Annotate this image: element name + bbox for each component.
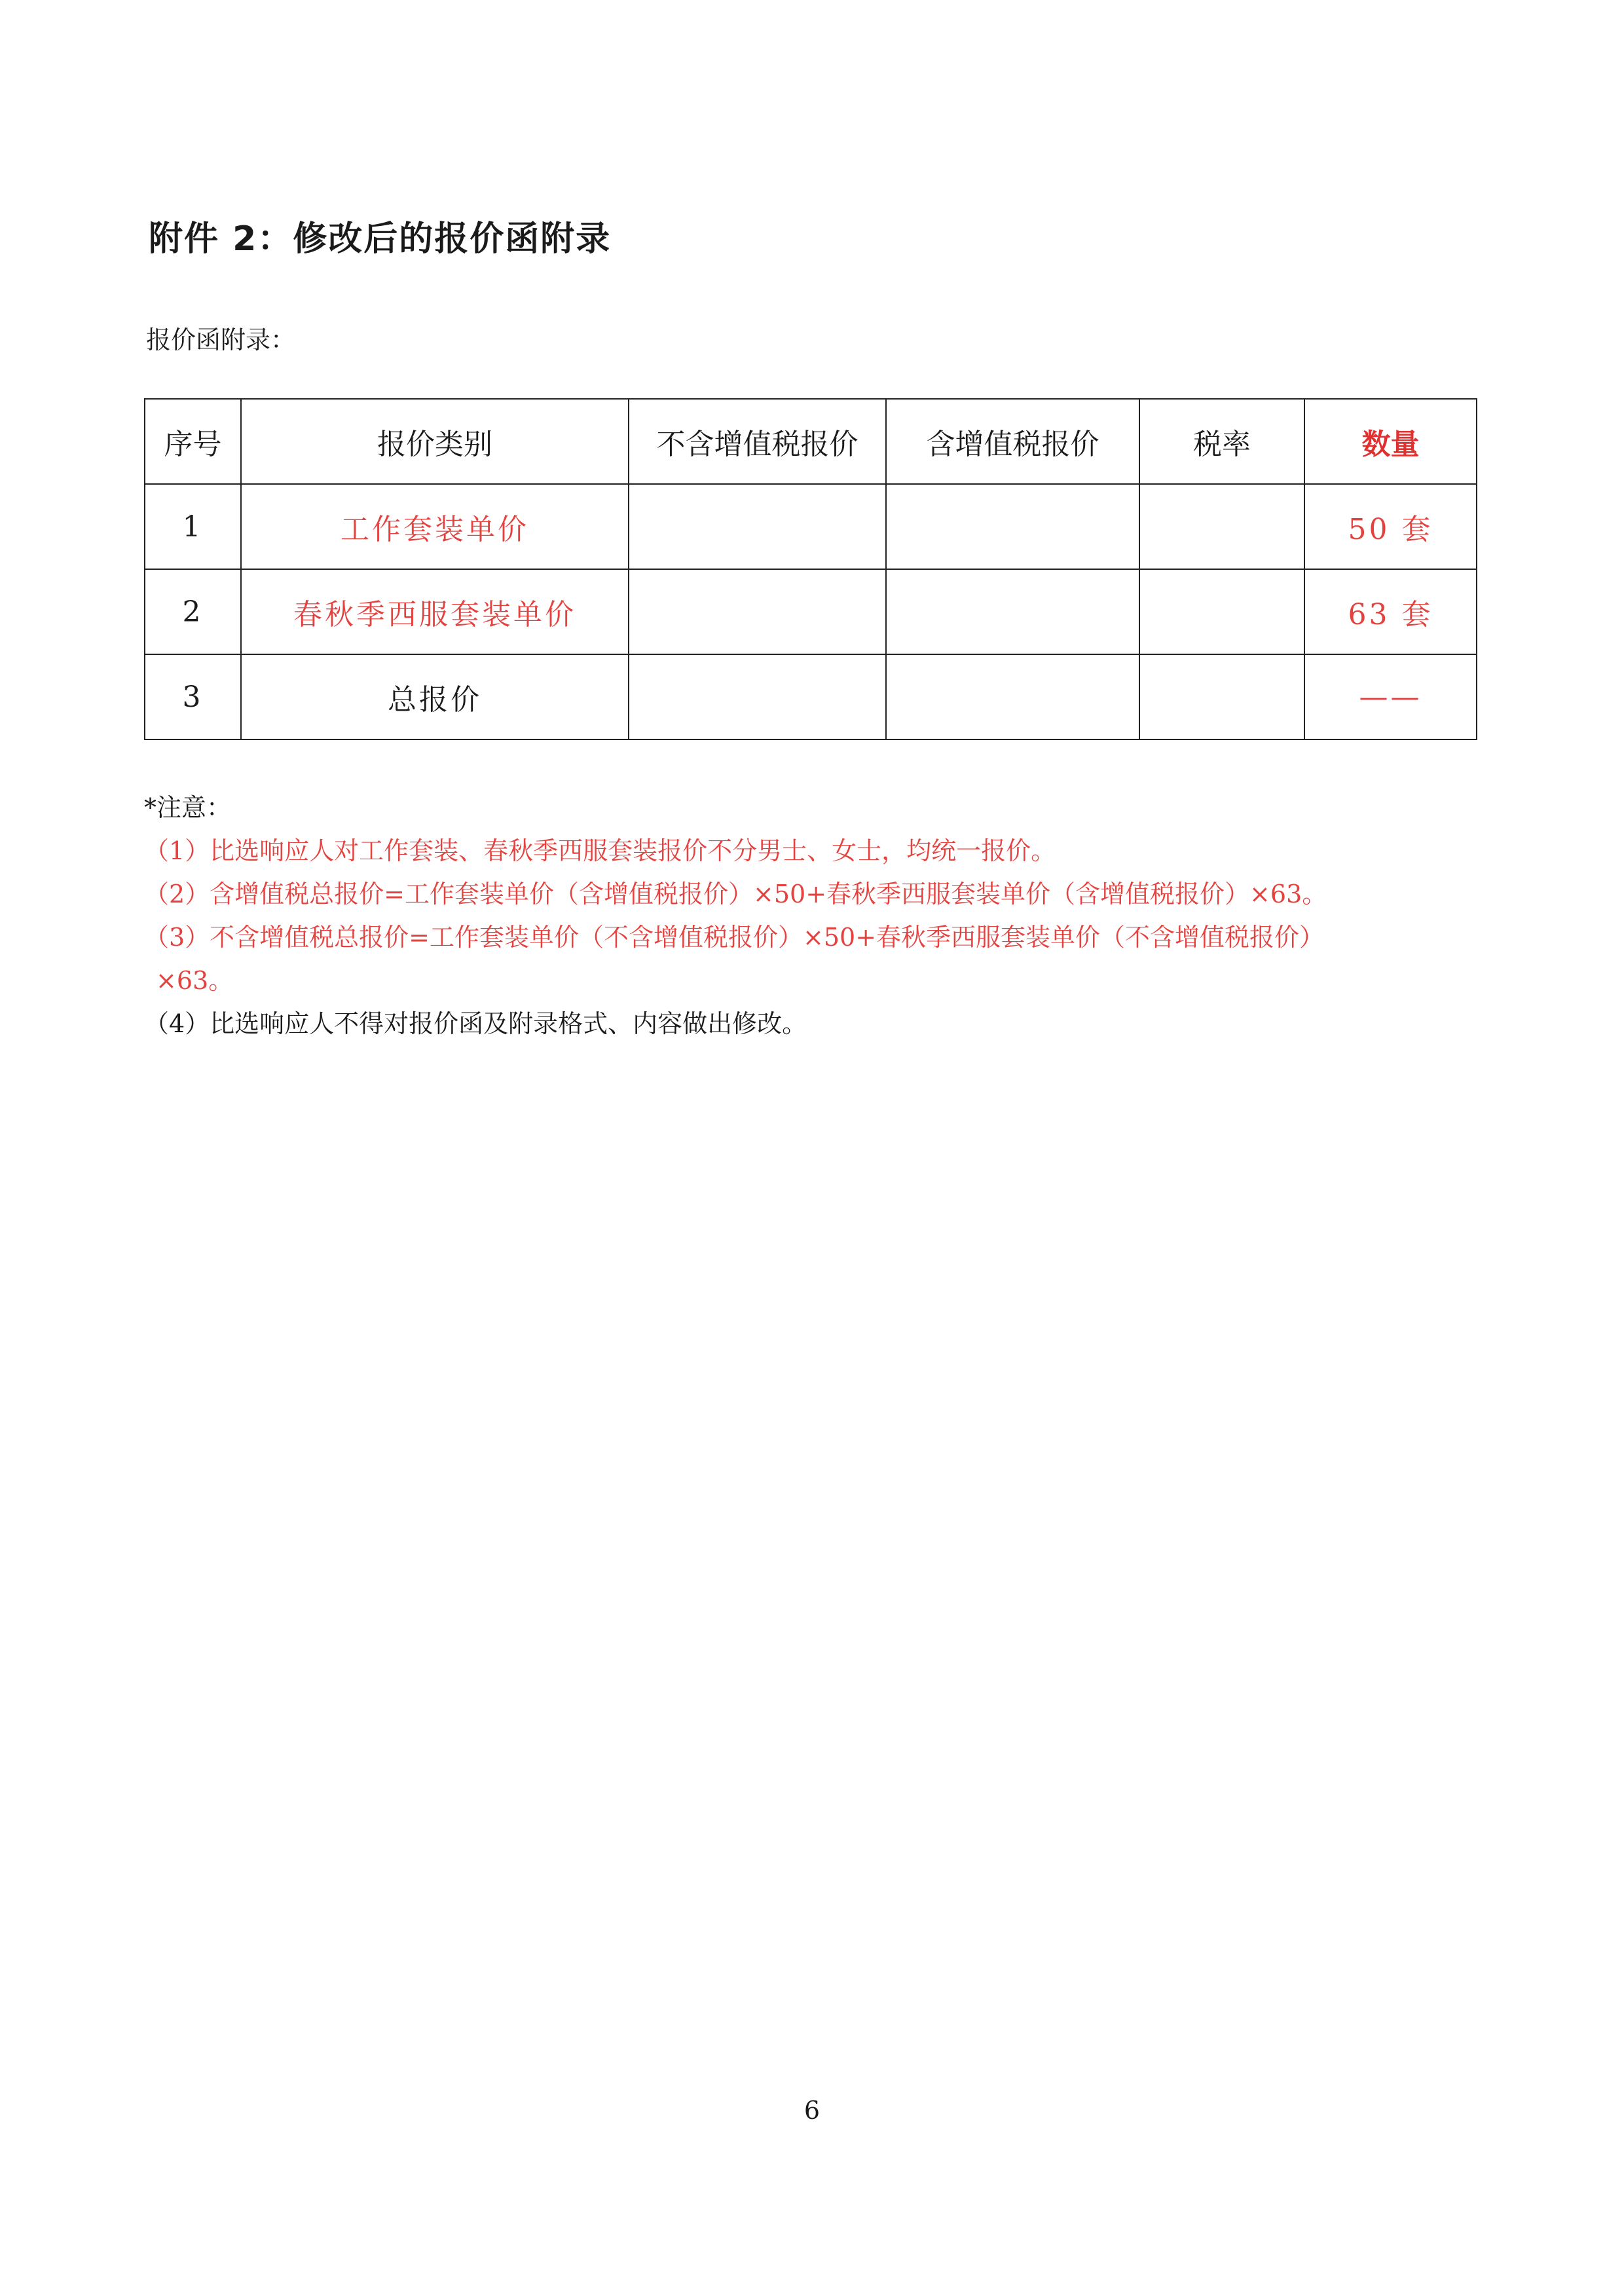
table-caption: 报价函附录：	[146, 326, 296, 354]
cell-serial-number: 2	[145, 569, 241, 654]
page-number: 6	[803, 2096, 821, 2125]
cell-price-incl-tax	[886, 654, 1139, 739]
cell-price-excl-tax	[629, 569, 886, 654]
quotation-table	[144, 398, 1477, 740]
note-item-4: （4）比选响应人不得对报价函及附录格式、内容做出修改。	[144, 1009, 807, 1038]
note-item-3-continuation: ×63。	[156, 966, 234, 995]
page-title: 附件 2：修改后的报价函附录	[149, 219, 612, 259]
table-row	[145, 569, 1477, 654]
cell-tax-rate	[1139, 484, 1304, 569]
header-quantity: 数量	[1304, 399, 1477, 484]
cell-quantity: 63 套	[1304, 569, 1477, 654]
cell-serial-number: 1	[145, 484, 241, 569]
cell-quantity: 50 套	[1304, 484, 1477, 569]
cell-price-incl-tax	[886, 484, 1139, 569]
note-item-2: （2）含增值税总报价=工作套装单价（含增值税报价）×50+春秋季西服套装单价（含增值税报价）×63。	[144, 880, 1327, 908]
header-quote-category: 报价类别	[241, 399, 629, 484]
cell-price-excl-tax	[629, 484, 886, 569]
cell-category: 春秋季西服套装单价	[241, 569, 629, 654]
cell-category: 工作套装单价	[241, 484, 629, 569]
header-price-incl-tax: 含增值税报价	[886, 399, 1139, 484]
cell-tax-rate	[1139, 654, 1304, 739]
cell-price-incl-tax	[886, 569, 1139, 654]
note-item-1: （1）比选响应人对工作套装、春秋季西服套装报价不分男士、女士，均统一报价。	[144, 836, 1056, 865]
table-row	[145, 654, 1477, 739]
note-item-3: （3）不含增值税总报价=工作套装单价（不含增值税报价）×50+春秋季西服套装单价（不含增值税报价）	[144, 923, 1325, 952]
cell-category: 总报价	[241, 654, 629, 739]
cell-quantity: ——	[1304, 654, 1477, 739]
header-serial-number: 序号	[145, 399, 241, 484]
cell-tax-rate	[1139, 569, 1304, 654]
header-tax-rate: 税率	[1139, 399, 1304, 484]
cell-price-excl-tax	[629, 654, 886, 739]
table-row	[145, 484, 1477, 569]
notes-heading: *注意：	[144, 793, 232, 822]
notes-section	[144, 786, 1486, 1045]
header-price-excl-tax: 不含增值税报价	[629, 399, 886, 484]
table-header-row	[145, 399, 1477, 484]
cell-serial-number: 3	[145, 654, 241, 739]
